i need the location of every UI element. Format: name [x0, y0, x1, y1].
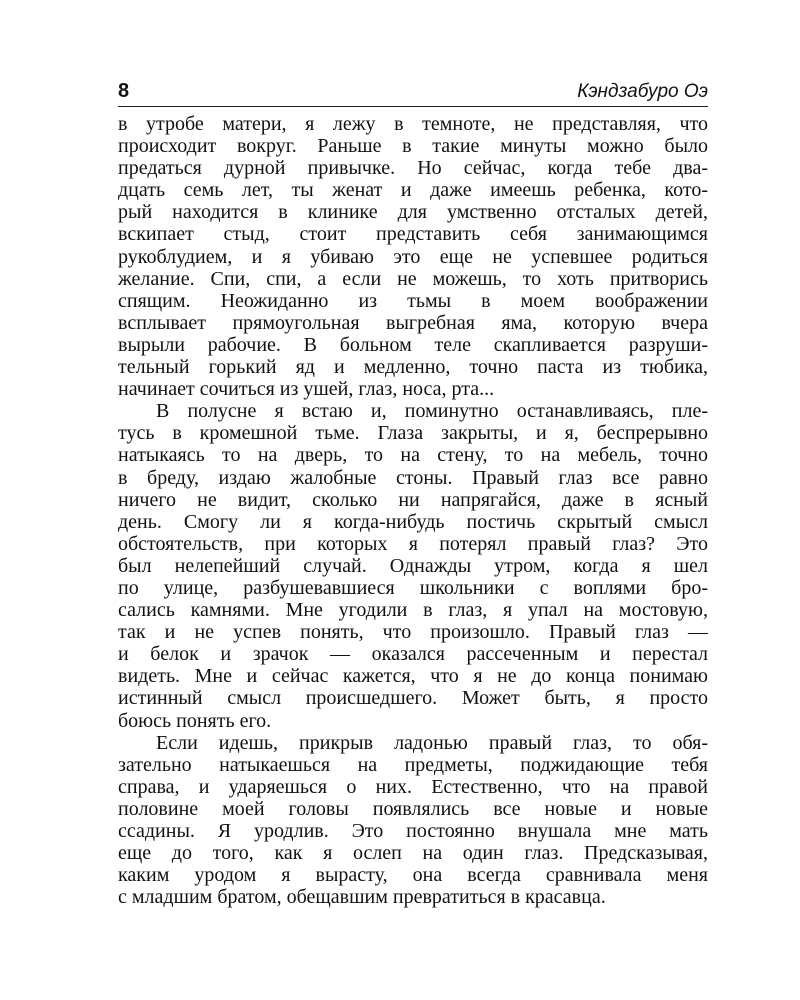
text-line: половине моей головы появлялись все новые и новые [118, 797, 708, 820]
text-line: вскипает стыд, стоит представить себя занимающимся [118, 223, 708, 246]
running-head-author: Кэндзабуро Оэ [577, 81, 708, 102]
text-line: дцать семь лет, ты женат и даже имеешь ребенка, кото- [118, 179, 708, 202]
text-line: всплывает прямоугольная выгребная яма, которую вчера [118, 311, 708, 334]
text-line: происходит вокруг. Раньше в такие минуты можно было [118, 135, 708, 158]
text-line: предаться дурной привычке. Но сейчас, когда тебе два- [118, 157, 708, 180]
paragraph [118, 113, 708, 400]
text-line: рукоблудием, и я убиваю это еще не успевшее родиться [118, 245, 708, 268]
text-line: и белок и зрачок — оказался рассеченным и перестал [118, 643, 708, 666]
text-line: ссадины. Я уродлив. Это постоянно внушала мне мать [118, 820, 708, 842]
text-line: в утробе матери, я лежу в темноте, не представляя, что [118, 113, 708, 135]
text-line: рый находится в клинике для умственно отсталых детей, [118, 201, 708, 224]
text-line: начинает сочиться из ушей, глаз, носа, рта... [118, 378, 495, 401]
text-line: боюсь понять его. [118, 709, 272, 732]
text-line: Если идешь, прикрыв ладонью правый глаз, то обя- [156, 731, 708, 754]
text-line: ничего не видит, сколько ни напрягайся, даже в ясный [118, 488, 708, 511]
text-line: натыкаясь то на дверь, то на стену, то на мебель, точно [118, 444, 708, 467]
book-page [118, 78, 708, 908]
text-line: в бреду, издаю жалобные стоны. Правый глаз все равно [118, 466, 708, 489]
text-line: сались камнями. Мне угодили в глаз, я упал на мостовую, [118, 599, 708, 622]
text-line: по улице, разбушевавшиеся школьники с воплями бро- [118, 576, 708, 599]
running-header [118, 78, 708, 107]
page-number: 8 [118, 80, 130, 102]
text-line: был нелепейший случай. Однажды утром, когда я шел [118, 554, 708, 577]
text-line: каким уродом я вырасту, она всегда сравнивала меня [118, 864, 708, 887]
text-line: справа, и ударяешься о них. Естественно, что на правой [118, 775, 708, 798]
text-line: тусь в кромешной тьме. Глаза закрыты, и я, беспрерывно [118, 422, 708, 445]
body-text [118, 113, 708, 908]
text-line: день. Смогу ли я когда-нибудь постичь скрытый смысл [118, 510, 708, 533]
text-line: зательно натыкаешься на предметы, поджидающие тебя [118, 753, 708, 776]
text-line: вырыли рабочие. В больном теле скапливается разруши- [118, 333, 708, 356]
text-line: еще до того, как я ослеп на один глаз. Предсказывая, [118, 842, 708, 865]
text-line: обстоятельств, при которых я потерял правый глаз? Это [118, 532, 708, 555]
text-line: видеть. Мне и сейчас кажется, что я не до конца понимаю [118, 665, 708, 688]
text-line: с младшим братом, обещавшим превратиться в красавца. [118, 886, 606, 909]
text-line: тельный горький яд и медленно, точно паста из тюбика, [118, 356, 708, 379]
text-line: истинный смысл происшедшего. Может быть, я просто [118, 687, 708, 710]
text-line: так и не успев понять, что произошло. Правый глаз — [118, 621, 708, 644]
text-line: желание. Спи, спи, а если не можешь, то хоть притворись [118, 267, 708, 290]
text-line: спящим. Неожиданно из тьмы в моем воображении [118, 289, 708, 312]
paragraph [118, 400, 708, 731]
paragraph [118, 732, 708, 909]
text-line: В полусне я встаю и, поминутно останавливаясь, пле- [156, 400, 708, 423]
